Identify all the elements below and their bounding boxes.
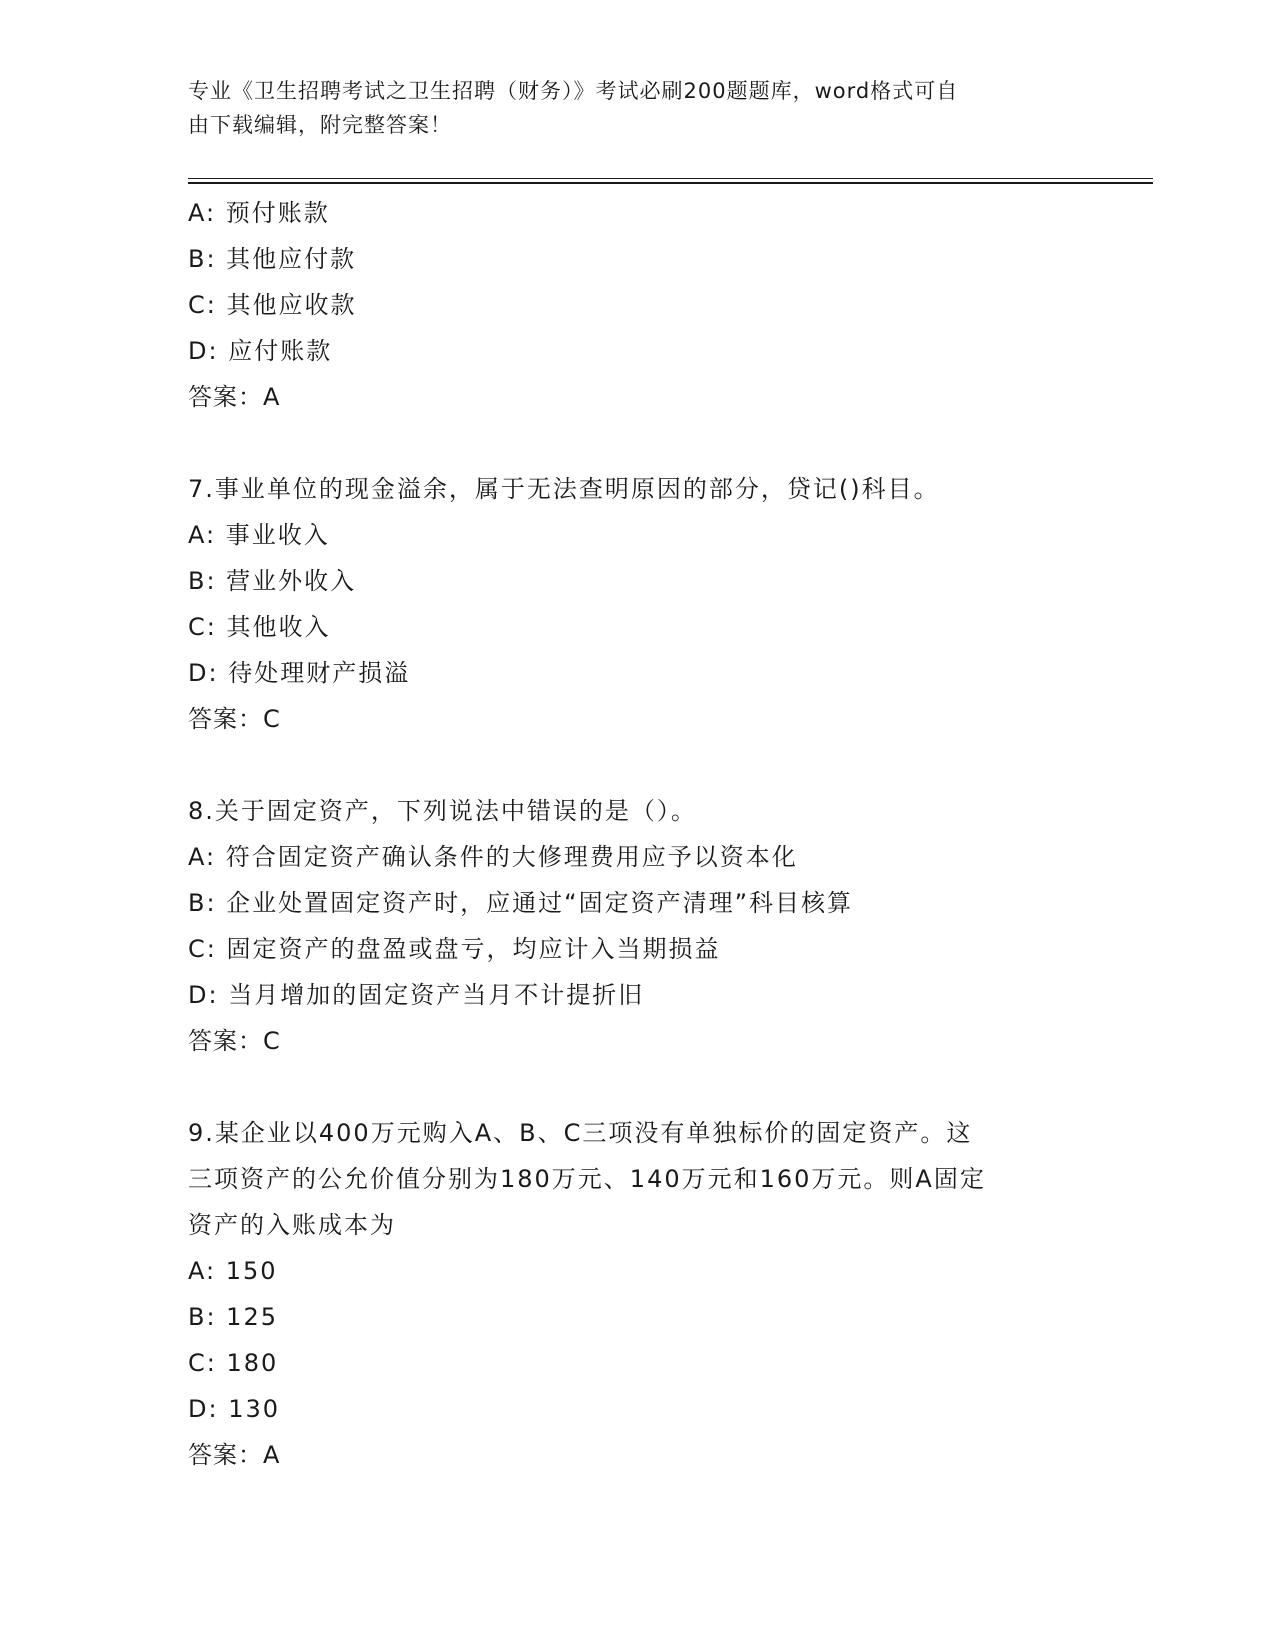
option-b: B: 企业处置固定资产时，应通过“固定资产清理”科目核算	[188, 889, 854, 917]
option-c: C: 180	[188, 1349, 279, 1377]
option-a: A: 150	[188, 1257, 278, 1285]
option-c: C: 固定资产的盘盈或盘亏，均应计入当期损益	[188, 935, 721, 963]
option-b: B: 125	[188, 1303, 278, 1331]
answer: 答案：C	[188, 705, 281, 733]
header-rule-thick	[188, 182, 1153, 184]
option-d: D: 130	[188, 1395, 281, 1423]
header-rule-thin	[188, 178, 1153, 179]
document-header	[188, 74, 1088, 142]
header-line-2: 由下载编辑，附完整答案！	[188, 113, 452, 137]
option-d: D: 当月增加的固定资产当月不计提折旧	[188, 981, 645, 1009]
header-line-1: 专业《卫生招聘考试之卫生招聘（财务）》考试必刷200题题库，word格式可自	[188, 79, 959, 103]
question-9	[188, 1110, 1108, 1478]
answer: 答案：A	[188, 1441, 281, 1469]
option-d: D: 待处理财产损溢	[188, 659, 411, 687]
question-spacer	[188, 420, 1108, 466]
question-title: 8.关于固定资产，下列说法中错误的是（）。	[188, 797, 697, 825]
option-a: A: 预付账款	[188, 199, 330, 227]
option-a: A: 事业收入	[188, 521, 330, 549]
option-c: C: 其他应收款	[188, 291, 357, 319]
question-spacer	[188, 1064, 1108, 1110]
question-8	[188, 788, 1108, 1064]
option-d: D: 应付账款	[188, 337, 333, 365]
question-spacer	[188, 742, 1108, 788]
question-title-line-3: 资产的入账成本为	[188, 1211, 396, 1239]
question-6-tail	[188, 190, 1108, 420]
option-a: A: 符合固定资产确认条件的大修理费用应予以资本化	[188, 843, 798, 871]
answer: 答案：A	[188, 383, 281, 411]
option-c: C: 其他收入	[188, 613, 331, 641]
question-list	[188, 190, 1108, 1478]
question-title: 7.事业单位的现金溢余，属于无法查明原因的部分，贷记()科目。	[188, 475, 940, 503]
question-title-line-1: 9.某企业以400万元购入A、B、C三项没有单独标价的固定资产。这	[188, 1119, 973, 1147]
option-b: B: 营业外收入	[188, 567, 357, 595]
option-b: B: 其他应付款	[188, 245, 357, 273]
answer: 答案：C	[188, 1027, 281, 1055]
question-title-line-2: 三项资产的公允价值分别为180万元、140万元和160万元。则A固定	[188, 1165, 986, 1193]
question-7	[188, 466, 1108, 742]
